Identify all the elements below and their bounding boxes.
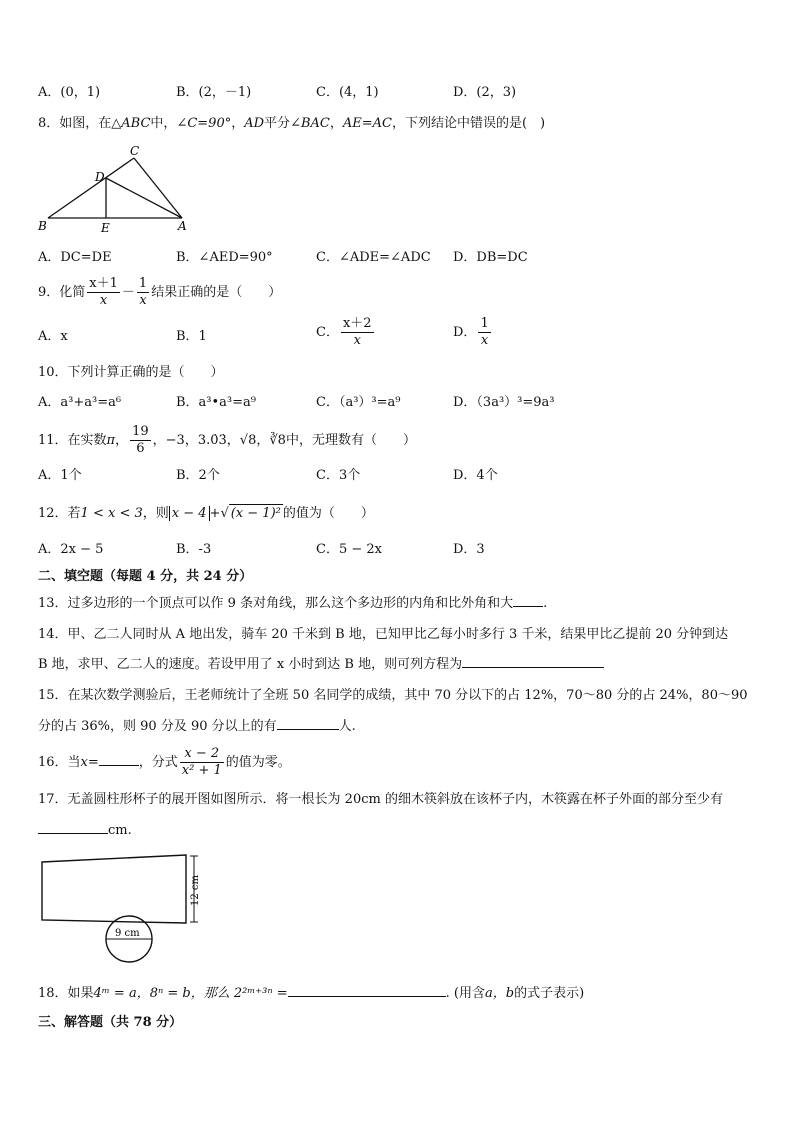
q8-option-c: C．∠ADE=∠ADC <box>316 250 431 265</box>
label-b: B <box>38 219 47 233</box>
section-3-title: 三、解答题（共 78 分） <box>38 1015 183 1030</box>
q9-option-a: A．x <box>38 329 68 344</box>
q14-line-1: 14．甲、乙二人同时从 A 地出发，骑车 20 千米到 B 地，已知甲比乙每小时多行 3 千米，结果甲比乙提前 20 分钟到达 <box>38 627 729 642</box>
q11-option-a: A．1个 <box>38 468 82 483</box>
q8-option-d: D．DB=DC <box>453 250 528 265</box>
q18-stem: 18．如果4ᵐ = a，8ⁿ = b，那么 2²ᵐ⁺³ⁿ = . (用含a，b的式子表示) <box>38 986 585 1001</box>
q8-option-b: B．∠AED=90° <box>176 250 273 265</box>
q9-fraction-2: $\frac{1}{x}$ <box>138 276 148 308</box>
q10-option-d: D．（3a³）³=9a³ <box>453 395 555 410</box>
q12-option-b: B．-3 <box>176 542 212 557</box>
q10-option-b: B．a³•a³=a⁹ <box>176 395 256 410</box>
q11-option-b: B．2个 <box>176 468 220 483</box>
q13-stem: 13．过多边形的一个顶点可以作 9 条对角线，那么这个多边形的内角和比外角和大 . <box>38 596 548 611</box>
q9-option-c: C． $\frac{x+2}{x}$ <box>316 316 372 348</box>
q17-line-2: cm. <box>38 821 132 840</box>
q7-option-b: B．(2，－1) <box>176 85 252 100</box>
q8-stem: 8．如图，在△ABC中，∠C=90°，AD平分∠BAC，AE=AC，下列结论中错误的是( ) <box>38 116 546 131</box>
q7-option-c: C．(4，1) <box>316 85 379 100</box>
q10-option-a: A．a³+a³=a⁶ <box>38 395 122 410</box>
label-d: D <box>95 170 105 184</box>
q11-option-d: D．4个 <box>453 468 498 483</box>
q17-cylinder-net-figure <box>34 848 214 966</box>
q7-option-d: D．(2，3) <box>453 85 517 100</box>
label-e: E <box>101 221 110 235</box>
q11-stem: 11．在实数π， $\frac{19}{6}$ ，−3，3.0̇3̇，√8，∛8中，无理数有（ ） <box>38 424 416 456</box>
q10-stem: 10．下列计算正确的是（ ） <box>38 365 224 380</box>
q12-option-c: C．5 − 2x <box>316 542 382 557</box>
q15-line-2: 分的占 36%，则 90 分及 90 分以上的有 人. <box>38 719 356 734</box>
q15-line-1: 15．在某次数学测验后，王老师统计了全班 50 名同学的成绩，其中 70 分以下的占 12%，70～80 分的占 24%，80～90 <box>38 688 748 703</box>
q16-answer-blank[interactable] <box>99 753 139 766</box>
q9-stem: 9．化简 $\frac{x+1}{x}$ － $\frac{1}{x}$ 结果正确的是（ ） <box>38 276 282 308</box>
q8-option-a: A．DC=DE <box>38 250 112 265</box>
q13-answer-blank[interactable] <box>513 594 543 607</box>
q12-stem: 12．若1 < x < 3，则 x − 4 +√ (x − 1)² 的值为（ ） <box>38 506 374 521</box>
q18-answer-blank[interactable] <box>288 984 446 997</box>
q12-option-d: D．3 <box>453 542 485 557</box>
q17-answer-blank[interactable] <box>38 821 108 834</box>
q12-option-a: A．2x − 5 <box>38 542 104 557</box>
q14-line-2: B 地，求甲、乙二人的速度。若设甲用了 x 小时到达 B 地，则可列方程为 <box>38 655 604 674</box>
q15-answer-blank[interactable] <box>277 717 339 730</box>
q16-stem: 16．当x= ，分式 $\frac{x - 2}{\text{x² + 1}}$ 的值为零。 <box>38 746 291 778</box>
q14-answer-blank[interactable] <box>462 655 604 668</box>
height-label: 12 cm <box>190 875 201 906</box>
diameter-label: 9 cm <box>115 928 140 939</box>
q10-option-c: C．（a³）³=a⁹ <box>316 395 401 410</box>
section-2-title: 二、填空题（每题 4 分，共 24 分） <box>38 569 253 584</box>
q17-line-1: 17．无盖圆柱形杯子的展开图如图所示．将一根长为 20cm 的细木筷斜放在该杯子内，木筷露在杯子外面的部分至少有 <box>38 792 723 807</box>
q11-option-c: C．3个 <box>316 468 361 483</box>
label-c: C <box>130 144 140 158</box>
label-a: A <box>178 219 187 233</box>
q9-fraction-1: $\frac{x+1}{x}$ <box>89 276 118 308</box>
q9-option-d: D． $\frac{1}{x}$ <box>453 316 489 348</box>
q9-option-b: B．1 <box>176 329 207 344</box>
q7-option-a: A．(0，1) <box>38 85 101 100</box>
q8-triangle-figure <box>34 140 194 236</box>
